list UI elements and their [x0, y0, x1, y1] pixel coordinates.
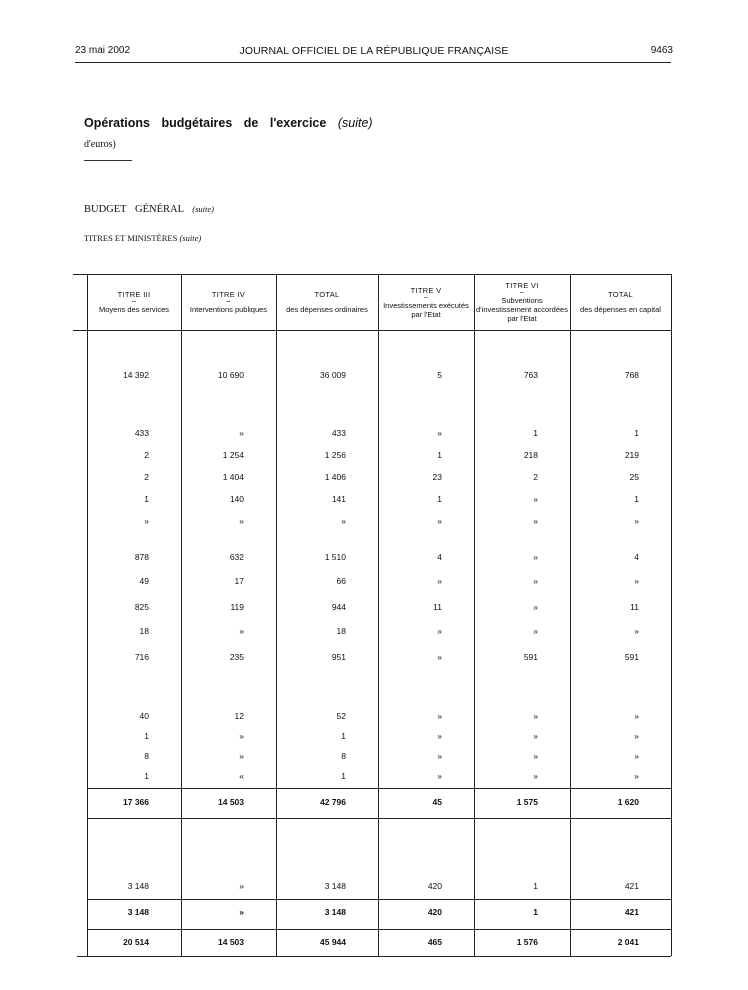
table-cell: 23	[432, 472, 442, 482]
table-cell: 763	[523, 370, 538, 380]
table-cell: »	[437, 771, 442, 781]
table-cell: 1 576	[516, 937, 538, 947]
table-cell: 1	[341, 731, 346, 741]
table-cell: »	[533, 751, 538, 761]
table-cell: 1	[144, 771, 149, 781]
column-header	[276, 274, 378, 330]
column-divider	[87, 274, 88, 956]
table-cell: »	[239, 881, 244, 891]
column-divider	[671, 274, 672, 956]
table-cell: 3 148	[324, 881, 346, 891]
table-cell: 1	[533, 428, 538, 438]
table-cell: »	[437, 626, 442, 636]
table-cell: 3 148	[127, 881, 149, 891]
table-cell: 3 148	[127, 907, 149, 917]
table-cell: 433	[134, 428, 149, 438]
table-cell: »	[634, 771, 639, 781]
table-cell: 40	[139, 711, 149, 721]
table-cell: 45	[432, 797, 442, 807]
table-cell: 825	[134, 602, 149, 612]
table-cell: 14 392	[123, 370, 149, 380]
column-header-dash: –	[520, 289, 524, 296]
table-cell: 768	[624, 370, 639, 380]
table-cell: 141	[331, 494, 346, 504]
table-cell: 14 503	[218, 797, 244, 807]
table-cell: »	[144, 516, 149, 526]
table-cell: 465	[427, 937, 442, 947]
table-cell: 1	[437, 494, 442, 504]
column-header-subtitle: Moyens des services	[98, 305, 170, 314]
table-cell: 10 690	[218, 370, 244, 380]
table-cell: »	[533, 626, 538, 636]
table-cell: 218	[523, 450, 538, 460]
section-budget	[84, 204, 214, 215]
table-cell: »	[239, 428, 244, 438]
table-cell: 420	[427, 907, 442, 917]
table-cell: 2 041	[617, 937, 639, 947]
table-cell: »	[341, 516, 346, 526]
column-header	[87, 274, 181, 330]
column-divider	[378, 274, 379, 956]
budget-table	[77, 274, 671, 956]
unit-rule	[84, 160, 132, 161]
table-cell: »	[533, 602, 538, 612]
table-cell: 632	[229, 552, 244, 562]
table-cell: »	[533, 711, 538, 721]
table-cell: 17	[234, 576, 244, 586]
table-rule	[77, 330, 671, 331]
table-cell: »	[634, 731, 639, 741]
column-divider	[474, 274, 475, 956]
table-cell: »	[634, 626, 639, 636]
table-cell: 421	[624, 881, 639, 891]
table-cell: 1	[634, 494, 639, 504]
table-cell: 1 256	[324, 450, 346, 460]
column-divider	[181, 274, 182, 956]
table-rule	[73, 330, 77, 331]
table-cell: 52	[336, 711, 346, 721]
table-cell: 1 510	[324, 552, 346, 562]
table-cell: 4	[437, 552, 442, 562]
table-rule	[77, 956, 671, 957]
table-cell: 140	[229, 494, 244, 504]
table-cell: 5	[437, 370, 442, 380]
table-cell: »	[533, 576, 538, 586]
table-cell: 11	[630, 602, 639, 612]
table-cell: 2	[144, 472, 149, 482]
table-cell: 18	[336, 626, 346, 636]
table-cell: 49	[139, 576, 149, 586]
column-header-dash: –	[424, 293, 428, 301]
table-cell: 1 575	[516, 797, 538, 807]
header-date: 23 mai 2002	[75, 45, 131, 56]
table-cell: »	[239, 626, 244, 636]
column-header-subtitle: Interventions publiques	[189, 305, 268, 314]
table-cell: »	[437, 731, 442, 741]
table-cell: »	[533, 494, 538, 504]
table-cell: »	[239, 907, 244, 917]
column-header-subtitle: des dépenses ordinaires	[286, 305, 368, 314]
table-cell: »	[437, 711, 442, 721]
column-header-title: TITRE III	[117, 290, 151, 299]
table-cell: «	[239, 771, 244, 781]
table-cell: 878	[134, 552, 149, 562]
page-title-text: Opérations budgétaires de l'exercice	[84, 116, 327, 130]
table-cell: 421	[624, 907, 639, 917]
table-cell: 1	[533, 881, 538, 891]
table-cell: 1 620	[617, 797, 639, 807]
table-cell: 219	[624, 450, 639, 460]
column-header-dash: –	[132, 298, 136, 305]
table-cell: 36 009	[320, 370, 346, 380]
table-cell: 1	[341, 771, 346, 781]
table-cell: 591	[523, 652, 538, 662]
table-cell: 20 514	[123, 937, 149, 947]
table-cell: »	[634, 516, 639, 526]
table-cell: 2	[144, 450, 149, 460]
table-cell: 1	[533, 907, 538, 917]
table-cell: »	[634, 751, 639, 761]
table-cell: 17 366	[123, 797, 149, 807]
section-titres-suite: (suite)	[179, 233, 202, 243]
column-header-subtitle: des dépenses en capital	[580, 305, 661, 314]
table-rule	[87, 929, 671, 930]
column-header	[474, 274, 570, 330]
table-cell: »	[533, 771, 538, 781]
table-cell: 11	[433, 602, 442, 612]
table-rule	[87, 899, 671, 900]
table-cell: 66	[336, 576, 346, 586]
column-header	[181, 274, 276, 330]
column-header-title: TITRE IV	[211, 290, 246, 299]
table-cell: »	[437, 576, 442, 586]
table-cell: 716	[134, 652, 149, 662]
table-cell: »	[437, 652, 442, 662]
section-titres-text: TITRES ET MINISTÈRES	[84, 233, 178, 243]
table-cell: 119	[230, 602, 244, 612]
table-cell: »	[533, 552, 538, 562]
table-cell: 45 944	[320, 937, 346, 947]
column-header-dash: –	[226, 298, 231, 305]
page-title	[84, 116, 373, 130]
table-cell: »	[437, 751, 442, 761]
table-rule	[87, 788, 671, 789]
column-header-subtitle: Investissements exécutés par l'Etat	[383, 300, 469, 319]
column-header-title: TITRE VI	[505, 281, 539, 290]
table-cell: »	[634, 576, 639, 586]
table-cell: 1	[634, 428, 639, 438]
table-cell: 4	[634, 552, 639, 562]
table-cell: 433	[331, 428, 346, 438]
table-cell: 8	[144, 751, 149, 761]
unit-label: d'euros)	[84, 139, 116, 150]
column-divider	[276, 274, 277, 956]
section-titres	[84, 233, 201, 243]
table-cell: 1 254	[222, 450, 244, 460]
section-budget-text: BUDGET GÉNÉRAL	[84, 204, 184, 215]
column-header-title: TITRE V	[410, 285, 442, 295]
table-rule	[87, 818, 671, 819]
column-header	[570, 274, 671, 330]
table-cell: »	[239, 751, 244, 761]
table-cell: 14 503	[218, 937, 244, 947]
table-cell: 1 406	[324, 472, 346, 482]
table-cell: »	[634, 711, 639, 721]
table-cell: 3 148	[324, 907, 346, 917]
table-cell: 2	[533, 472, 538, 482]
table-cell: 12	[234, 711, 244, 721]
table-cell: 1	[144, 731, 149, 741]
table-cell: 944	[331, 602, 346, 612]
table-cell: »	[437, 428, 442, 438]
table-cell: 8	[341, 751, 346, 761]
table-cell: 1	[144, 494, 149, 504]
header-rule	[75, 62, 671, 63]
column-header-subtitle: Subventions d'investissement accordées par l'Etat	[476, 296, 568, 323]
table-cell: 18	[139, 626, 149, 636]
table-cell: 1	[437, 450, 442, 460]
table-cell: »	[533, 516, 538, 526]
column-header-title: TOTAL	[314, 290, 340, 299]
table-cell: »	[239, 731, 244, 741]
table-cell: 420	[427, 881, 442, 891]
table-cell: »	[239, 516, 244, 526]
table-cell: »	[437, 516, 442, 526]
column-divider	[570, 274, 571, 956]
column-header	[378, 274, 474, 330]
table-cell: 25	[629, 472, 639, 482]
column-header-title: TOTAL	[608, 290, 633, 299]
table-cell: 42 796	[320, 797, 346, 807]
table-cell: 235	[229, 652, 244, 662]
table-cell: »	[533, 731, 538, 741]
table-cell: 951	[331, 652, 346, 662]
page-number: 9463	[650, 45, 673, 56]
page-title-suite: (suite)	[337, 116, 373, 130]
table-cell: 591	[624, 652, 639, 662]
section-budget-suite: (suite)	[192, 204, 214, 214]
table-cell: 1 404	[222, 472, 244, 482]
journal-title: JOURNAL OFFICIEL DE LA RÉPUBLIQUE FRANÇAISE	[239, 45, 509, 57]
